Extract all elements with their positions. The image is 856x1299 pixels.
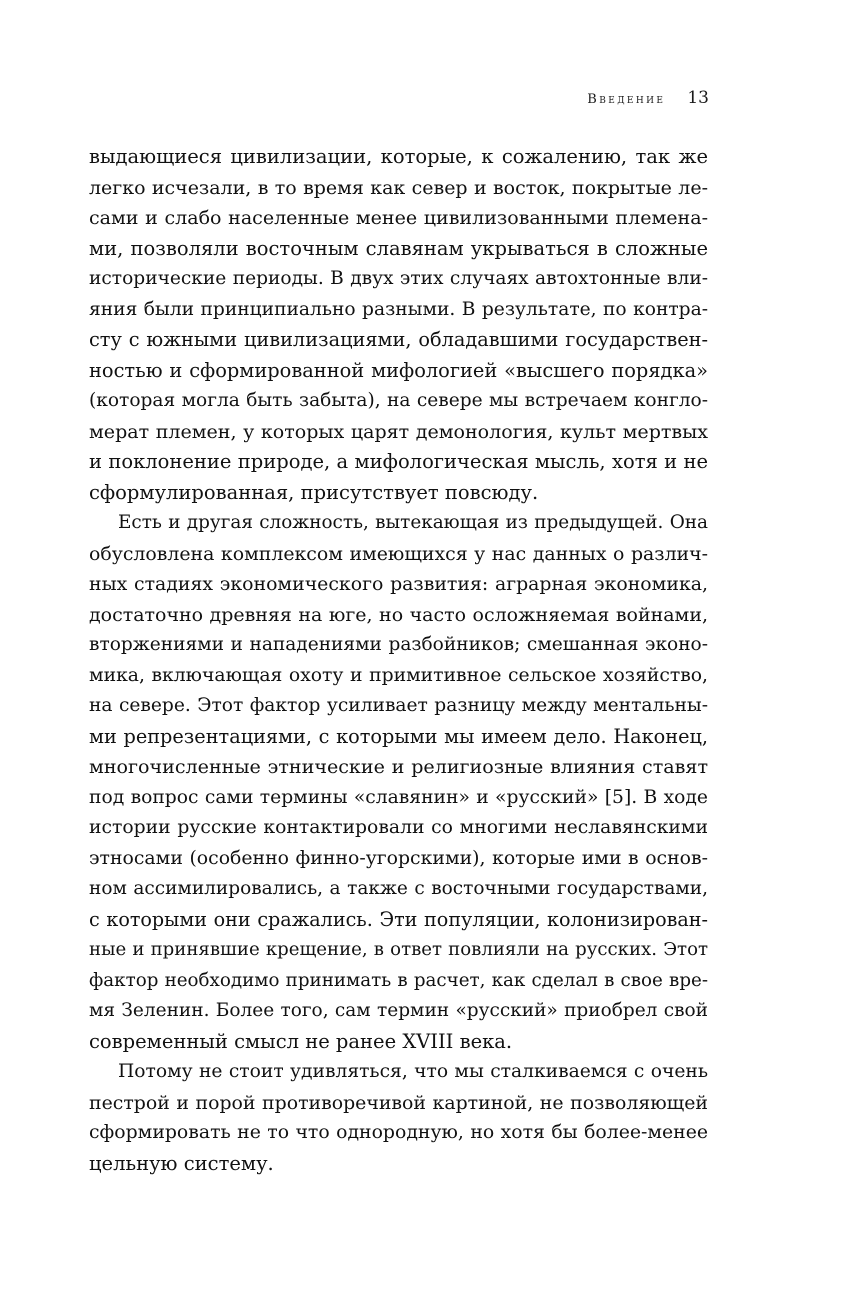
text-line: мика, включающая охоту и примитивное сельское хозяйство, (89, 664, 708, 686)
text-line: сами и слабо населенные менее цивилизованными племена- (89, 207, 708, 229)
text-line: под вопрос сами термины «славянин» и «русский» [5]. В ходе (89, 786, 708, 808)
text-line: ные и принявшие крещение, в ответ повлияли на русских. Этот (89, 939, 708, 960)
body-text (89, 142, 708, 1179)
text-line: вторжениями и нападениями разбойников; смешанная эконо- (89, 634, 708, 655)
text-line: выдающиеся цивилизации, которые, к сожалению, так же (89, 145, 708, 168)
text-line: мерат племен, у которых царят демонология, культ мертвых (89, 420, 708, 443)
text-line: фактор необходимо принимать в расчет, как сделал в свое вре- (89, 969, 708, 991)
text-line: ностью и сформированной мифологией «высшего порядка» (89, 358, 708, 382)
text-line: многочисленные этнические и религиозные влияния ставят (89, 755, 708, 778)
page-number: 13 (687, 88, 709, 108)
text-line: цельную систему. (89, 1151, 274, 1175)
text-line: исторические периоды. В двух этих случаях автохтонные вли- (89, 268, 708, 289)
text-line: с которыми они сражались. Эти популяции, колонизирован- (89, 907, 708, 931)
paragraph-1 (89, 142, 708, 508)
text-line: достаточно древняя на юге, но часто осложняемая войнами, (89, 603, 708, 626)
text-line: (которая могла быть забыта), на севере мы встречаем конгло- (89, 390, 708, 411)
text-line: ми репрезентациями, с которыми мы имеем дело. Наконец, (89, 724, 708, 748)
text-line: ном ассимилировались, а также с восточными государствами, (89, 878, 708, 899)
text-line: этносами (особенно финно-угорскими), которые ими в основ- (89, 847, 708, 869)
text-line: обусловлена комплексом имеющихся у нас данных о различ- (89, 542, 708, 565)
paragraph-2 (89, 508, 708, 1057)
text-line: яния были принципиально разными. В результате, по контра- (89, 298, 708, 320)
text-line: сформулированная, присутствует повсюду. (89, 480, 539, 504)
text-line: ных стадиях экономического развития: аграрная экономика, (89, 573, 708, 595)
running-header (587, 88, 709, 108)
text-line: на севере. Этот фактор усиливает разницу между ментальны- (89, 695, 708, 716)
paragraph-3 (89, 1057, 708, 1179)
text-line: ми, позволяли восточным славянам укрываться в сложные (89, 236, 708, 260)
text-line: Есть и другая сложность, вытекающая из предыдущей. Она (118, 512, 708, 533)
text-line: легко исчезали, в то время как север и восток, покрытые ле- (89, 176, 708, 199)
running-header-section-title: Введение (587, 92, 666, 107)
text-line: истории русские контактировали со многими неславянскими (89, 817, 708, 838)
text-line: и поклонение природе, а мифологическая мысль, хотя и не (89, 450, 708, 473)
text-line: Потому не стоит удивляться, что мы сталкиваемся с очень (118, 1061, 708, 1082)
text-line: мя Зеленин. Более того, сам термин «русский» приобрел свой (89, 1000, 708, 1021)
text-line: сту с южными цивилизациями, обладавшими государствен- (89, 328, 708, 351)
text-line: пестрой и порой противоречивой картиной, не позволяющей (89, 1091, 708, 1114)
text-line: современный смысл не ранее XVIII века. (89, 1029, 513, 1053)
text-line: сформировать не то что однородную, но хотя бы более-менее (89, 1122, 708, 1143)
